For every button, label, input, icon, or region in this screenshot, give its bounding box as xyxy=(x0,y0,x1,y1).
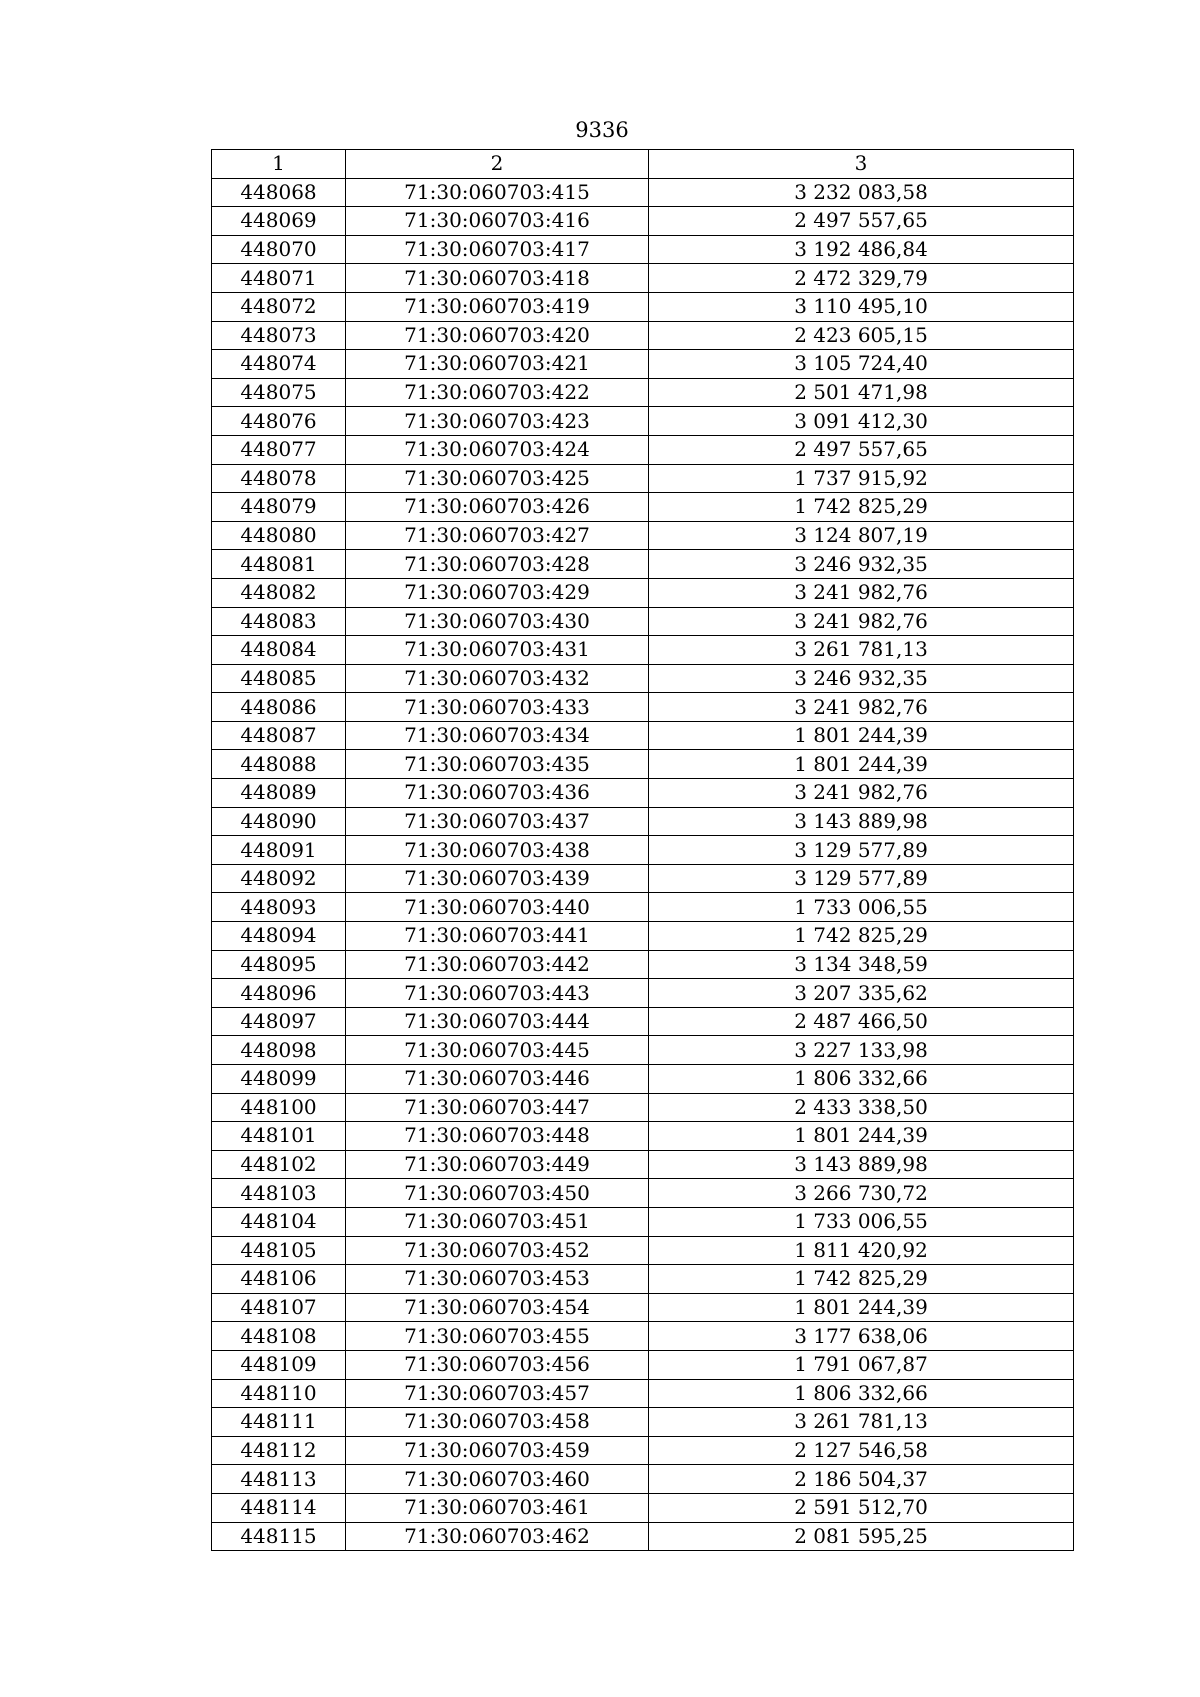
value-cell: 1 733 006,55 xyxy=(649,1207,1074,1236)
value-cell: 2 501 471,98 xyxy=(649,378,1074,407)
row-number-cell: 448098 xyxy=(212,1036,346,1065)
row-number-cell: 448103 xyxy=(212,1179,346,1208)
row-number-cell: 448113 xyxy=(212,1465,346,1494)
cadastral-number-cell: 71:30:060703:454 xyxy=(346,1293,649,1322)
cadastral-number-cell: 71:30:060703:421 xyxy=(346,350,649,379)
cadastral-number-cell: 71:30:060703:438 xyxy=(346,836,649,865)
table-row xyxy=(212,493,1074,522)
table-row xyxy=(212,550,1074,579)
cadastral-number-cell: 71:30:060703:453 xyxy=(346,1265,649,1294)
table-row xyxy=(212,864,1074,893)
row-number-cell: 448072 xyxy=(212,292,346,321)
table-row xyxy=(212,1207,1074,1236)
table-row xyxy=(212,893,1074,922)
cadastral-number-cell: 71:30:060703:446 xyxy=(346,1065,649,1094)
cadastral-number-cell: 71:30:060703:416 xyxy=(346,207,649,236)
table-row xyxy=(212,521,1074,550)
column-header: 1 xyxy=(212,150,346,179)
value-cell: 3 177 638,06 xyxy=(649,1322,1074,1351)
table-row xyxy=(212,1093,1074,1122)
cadastral-number-cell: 71:30:060703:435 xyxy=(346,750,649,779)
row-number-cell: 448073 xyxy=(212,321,346,350)
header-row xyxy=(212,150,1074,179)
table-row xyxy=(212,464,1074,493)
value-cell: 3 246 932,35 xyxy=(649,664,1074,693)
cadastral-number-cell: 71:30:060703:433 xyxy=(346,693,649,722)
row-number-cell: 448069 xyxy=(212,207,346,236)
row-number-cell: 448080 xyxy=(212,521,346,550)
table-row xyxy=(212,1522,1074,1551)
table-row xyxy=(212,1465,1074,1494)
cadastral-number-cell: 71:30:060703:415 xyxy=(346,178,649,207)
value-cell: 2 591 512,70 xyxy=(649,1493,1074,1522)
cadastral-number-cell: 71:30:060703:455 xyxy=(346,1322,649,1351)
row-number-cell: 448090 xyxy=(212,807,346,836)
row-number-cell: 448109 xyxy=(212,1350,346,1379)
page-number: 9336 xyxy=(575,118,629,142)
value-cell: 3 246 932,35 xyxy=(649,550,1074,579)
value-cell: 3 232 083,58 xyxy=(649,178,1074,207)
value-cell: 3 266 730,72 xyxy=(649,1179,1074,1208)
table-body xyxy=(212,178,1074,1551)
table-row xyxy=(212,836,1074,865)
cadastral-number-cell: 71:30:060703:427 xyxy=(346,521,649,550)
table-row xyxy=(212,1065,1074,1094)
value-cell: 2 472 329,79 xyxy=(649,264,1074,293)
row-number-cell: 448096 xyxy=(212,979,346,1008)
cadastral-number-cell: 71:30:060703:448 xyxy=(346,1122,649,1151)
row-number-cell: 448077 xyxy=(212,435,346,464)
table-row xyxy=(212,321,1074,350)
cadastral-number-cell: 71:30:060703:460 xyxy=(346,1465,649,1494)
cadastral-number-cell: 71:30:060703:428 xyxy=(346,550,649,579)
row-number-cell: 448074 xyxy=(212,350,346,379)
value-cell: 3 110 495,10 xyxy=(649,292,1074,321)
row-number-cell: 448082 xyxy=(212,578,346,607)
row-number-cell: 448095 xyxy=(212,950,346,979)
table-row xyxy=(212,1122,1074,1151)
cadastral-number-cell: 71:30:060703:449 xyxy=(346,1150,649,1179)
value-cell: 1 806 332,66 xyxy=(649,1379,1074,1408)
row-number-cell: 448087 xyxy=(212,721,346,750)
cadastral-number-cell: 71:30:060703:441 xyxy=(346,922,649,951)
value-cell: 3 241 982,76 xyxy=(649,779,1074,808)
table-row xyxy=(212,350,1074,379)
table-row xyxy=(212,1236,1074,1265)
cadastral-number-cell: 71:30:060703:461 xyxy=(346,1493,649,1522)
value-cell: 1 733 006,55 xyxy=(649,893,1074,922)
table-row xyxy=(212,1265,1074,1294)
table-row xyxy=(212,1408,1074,1437)
table-header xyxy=(212,150,1074,179)
cadastral-number-cell: 71:30:060703:418 xyxy=(346,264,649,293)
table-row xyxy=(212,779,1074,808)
row-number-cell: 448078 xyxy=(212,464,346,493)
table-row xyxy=(212,1436,1074,1465)
cadastral-number-cell: 71:30:060703:430 xyxy=(346,607,649,636)
table-row xyxy=(212,435,1074,464)
value-cell: 3 241 982,76 xyxy=(649,693,1074,722)
cadastral-number-cell: 71:30:060703:440 xyxy=(346,893,649,922)
row-number-cell: 448099 xyxy=(212,1065,346,1094)
table-row xyxy=(212,979,1074,1008)
value-cell: 3 207 335,62 xyxy=(649,979,1074,1008)
value-cell: 2 423 605,15 xyxy=(649,321,1074,350)
value-cell: 1 742 825,29 xyxy=(649,922,1074,951)
row-number-cell: 448075 xyxy=(212,378,346,407)
cadastral-number-cell: 71:30:060703:426 xyxy=(346,493,649,522)
cadastral-number-cell: 71:30:060703:444 xyxy=(346,1007,649,1036)
row-number-cell: 448111 xyxy=(212,1408,346,1437)
table-row xyxy=(212,264,1074,293)
row-number-cell: 448081 xyxy=(212,550,346,579)
value-cell: 2 497 557,65 xyxy=(649,207,1074,236)
value-cell: 1 791 067,87 xyxy=(649,1350,1074,1379)
row-number-cell: 448102 xyxy=(212,1150,346,1179)
table-row xyxy=(212,292,1074,321)
value-cell: 1 742 825,29 xyxy=(649,493,1074,522)
value-cell: 2 186 504,37 xyxy=(649,1465,1074,1494)
row-number-cell: 448104 xyxy=(212,1207,346,1236)
table-row xyxy=(212,807,1074,836)
table-row xyxy=(212,664,1074,693)
value-cell: 3 261 781,13 xyxy=(649,636,1074,665)
cadastral-number-cell: 71:30:060703:431 xyxy=(346,636,649,665)
table-row xyxy=(212,1179,1074,1208)
table-row xyxy=(212,235,1074,264)
table-row xyxy=(212,950,1074,979)
table-row xyxy=(212,1007,1074,1036)
row-number-cell: 448097 xyxy=(212,1007,346,1036)
row-number-cell: 448105 xyxy=(212,1236,346,1265)
table-row xyxy=(212,693,1074,722)
value-cell: 3 192 486,84 xyxy=(649,235,1074,264)
row-number-cell: 448108 xyxy=(212,1322,346,1351)
cadastral-number-cell: 71:30:060703:452 xyxy=(346,1236,649,1265)
value-cell: 3 129 577,89 xyxy=(649,836,1074,865)
value-cell: 1 801 244,39 xyxy=(649,721,1074,750)
row-number-cell: 448089 xyxy=(212,779,346,808)
cadastral-number-cell: 71:30:060703:445 xyxy=(346,1036,649,1065)
cadastral-number-cell: 71:30:060703:420 xyxy=(346,321,649,350)
cadastral-number-cell: 71:30:060703:459 xyxy=(346,1436,649,1465)
row-number-cell: 448093 xyxy=(212,893,346,922)
table-row xyxy=(212,922,1074,951)
value-cell: 3 129 577,89 xyxy=(649,864,1074,893)
value-cell: 2 433 338,50 xyxy=(649,1093,1074,1122)
table-row xyxy=(212,407,1074,436)
value-cell: 3 091 412,30 xyxy=(649,407,1074,436)
cadastral-number-cell: 71:30:060703:432 xyxy=(346,664,649,693)
value-cell: 2 127 546,58 xyxy=(649,1436,1074,1465)
table-row xyxy=(212,378,1074,407)
table-row xyxy=(212,178,1074,207)
value-cell: 1 806 332,66 xyxy=(649,1065,1074,1094)
row-number-cell: 448114 xyxy=(212,1493,346,1522)
row-number-cell: 448115 xyxy=(212,1522,346,1551)
value-cell: 1 742 825,29 xyxy=(649,1265,1074,1294)
cadastral-number-cell: 71:30:060703:443 xyxy=(346,979,649,1008)
value-cell: 3 105 724,40 xyxy=(649,350,1074,379)
value-cell: 3 124 807,19 xyxy=(649,521,1074,550)
cadastral-number-cell: 71:30:060703:450 xyxy=(346,1179,649,1208)
row-number-cell: 448110 xyxy=(212,1379,346,1408)
value-cell: 3 143 889,98 xyxy=(649,1150,1074,1179)
cadastral-number-cell: 71:30:060703:458 xyxy=(346,1408,649,1437)
value-cell: 3 241 982,76 xyxy=(649,578,1074,607)
value-cell: 1 801 244,39 xyxy=(649,1293,1074,1322)
table-row xyxy=(212,1379,1074,1408)
table-row xyxy=(212,607,1074,636)
cadastral-number-cell: 71:30:060703:456 xyxy=(346,1350,649,1379)
column-header: 2 xyxy=(346,150,649,179)
data-table xyxy=(211,149,1074,1551)
row-number-cell: 448088 xyxy=(212,750,346,779)
cadastral-number-cell: 71:30:060703:434 xyxy=(346,721,649,750)
row-number-cell: 448112 xyxy=(212,1436,346,1465)
table-row xyxy=(212,750,1074,779)
cadastral-number-cell: 71:30:060703:423 xyxy=(346,407,649,436)
row-number-cell: 448086 xyxy=(212,693,346,722)
table-row xyxy=(212,1350,1074,1379)
table-row xyxy=(212,1493,1074,1522)
table-row xyxy=(212,1036,1074,1065)
row-number-cell: 448083 xyxy=(212,607,346,636)
table-row xyxy=(212,1150,1074,1179)
cadastral-number-cell: 71:30:060703:442 xyxy=(346,950,649,979)
value-cell: 2 497 557,65 xyxy=(649,435,1074,464)
value-cell: 3 261 781,13 xyxy=(649,1408,1074,1437)
cadastral-number-cell: 71:30:060703:424 xyxy=(346,435,649,464)
row-number-cell: 448091 xyxy=(212,836,346,865)
table-row xyxy=(212,207,1074,236)
value-cell: 2 487 466,50 xyxy=(649,1007,1074,1036)
value-cell: 2 081 595,25 xyxy=(649,1522,1074,1551)
cadastral-number-cell: 71:30:060703:439 xyxy=(346,864,649,893)
column-header: 3 xyxy=(649,150,1074,179)
cadastral-number-cell: 71:30:060703:462 xyxy=(346,1522,649,1551)
row-number-cell: 448076 xyxy=(212,407,346,436)
row-number-cell: 448084 xyxy=(212,636,346,665)
table-row xyxy=(212,1322,1074,1351)
cadastral-number-cell: 71:30:060703:447 xyxy=(346,1093,649,1122)
cadastral-number-cell: 71:30:060703:436 xyxy=(346,779,649,808)
row-number-cell: 448106 xyxy=(212,1265,346,1294)
cadastral-number-cell: 71:30:060703:425 xyxy=(346,464,649,493)
row-number-cell: 448071 xyxy=(212,264,346,293)
cadastral-number-cell: 71:30:060703:457 xyxy=(346,1379,649,1408)
table-row xyxy=(212,721,1074,750)
cadastral-number-cell: 71:30:060703:419 xyxy=(346,292,649,321)
row-number-cell: 448100 xyxy=(212,1093,346,1122)
cadastral-number-cell: 71:30:060703:422 xyxy=(346,378,649,407)
value-cell: 1 801 244,39 xyxy=(649,750,1074,779)
cadastral-number-cell: 71:30:060703:429 xyxy=(346,578,649,607)
table-row xyxy=(212,1293,1074,1322)
cadastral-number-cell: 71:30:060703:417 xyxy=(346,235,649,264)
row-number-cell: 448070 xyxy=(212,235,346,264)
value-cell: 1 801 244,39 xyxy=(649,1122,1074,1151)
cadastral-number-cell: 71:30:060703:437 xyxy=(346,807,649,836)
table-row xyxy=(212,578,1074,607)
value-cell: 3 227 133,98 xyxy=(649,1036,1074,1065)
row-number-cell: 448094 xyxy=(212,922,346,951)
cadastral-number-cell: 71:30:060703:451 xyxy=(346,1207,649,1236)
table-row xyxy=(212,636,1074,665)
value-cell: 3 241 982,76 xyxy=(649,607,1074,636)
row-number-cell: 448101 xyxy=(212,1122,346,1151)
row-number-cell: 448068 xyxy=(212,178,346,207)
row-number-cell: 448107 xyxy=(212,1293,346,1322)
value-cell: 1 737 915,92 xyxy=(649,464,1074,493)
value-cell: 3 134 348,59 xyxy=(649,950,1074,979)
value-cell: 1 811 420,92 xyxy=(649,1236,1074,1265)
value-cell: 3 143 889,98 xyxy=(649,807,1074,836)
row-number-cell: 448085 xyxy=(212,664,346,693)
row-number-cell: 448092 xyxy=(212,864,346,893)
row-number-cell: 448079 xyxy=(212,493,346,522)
